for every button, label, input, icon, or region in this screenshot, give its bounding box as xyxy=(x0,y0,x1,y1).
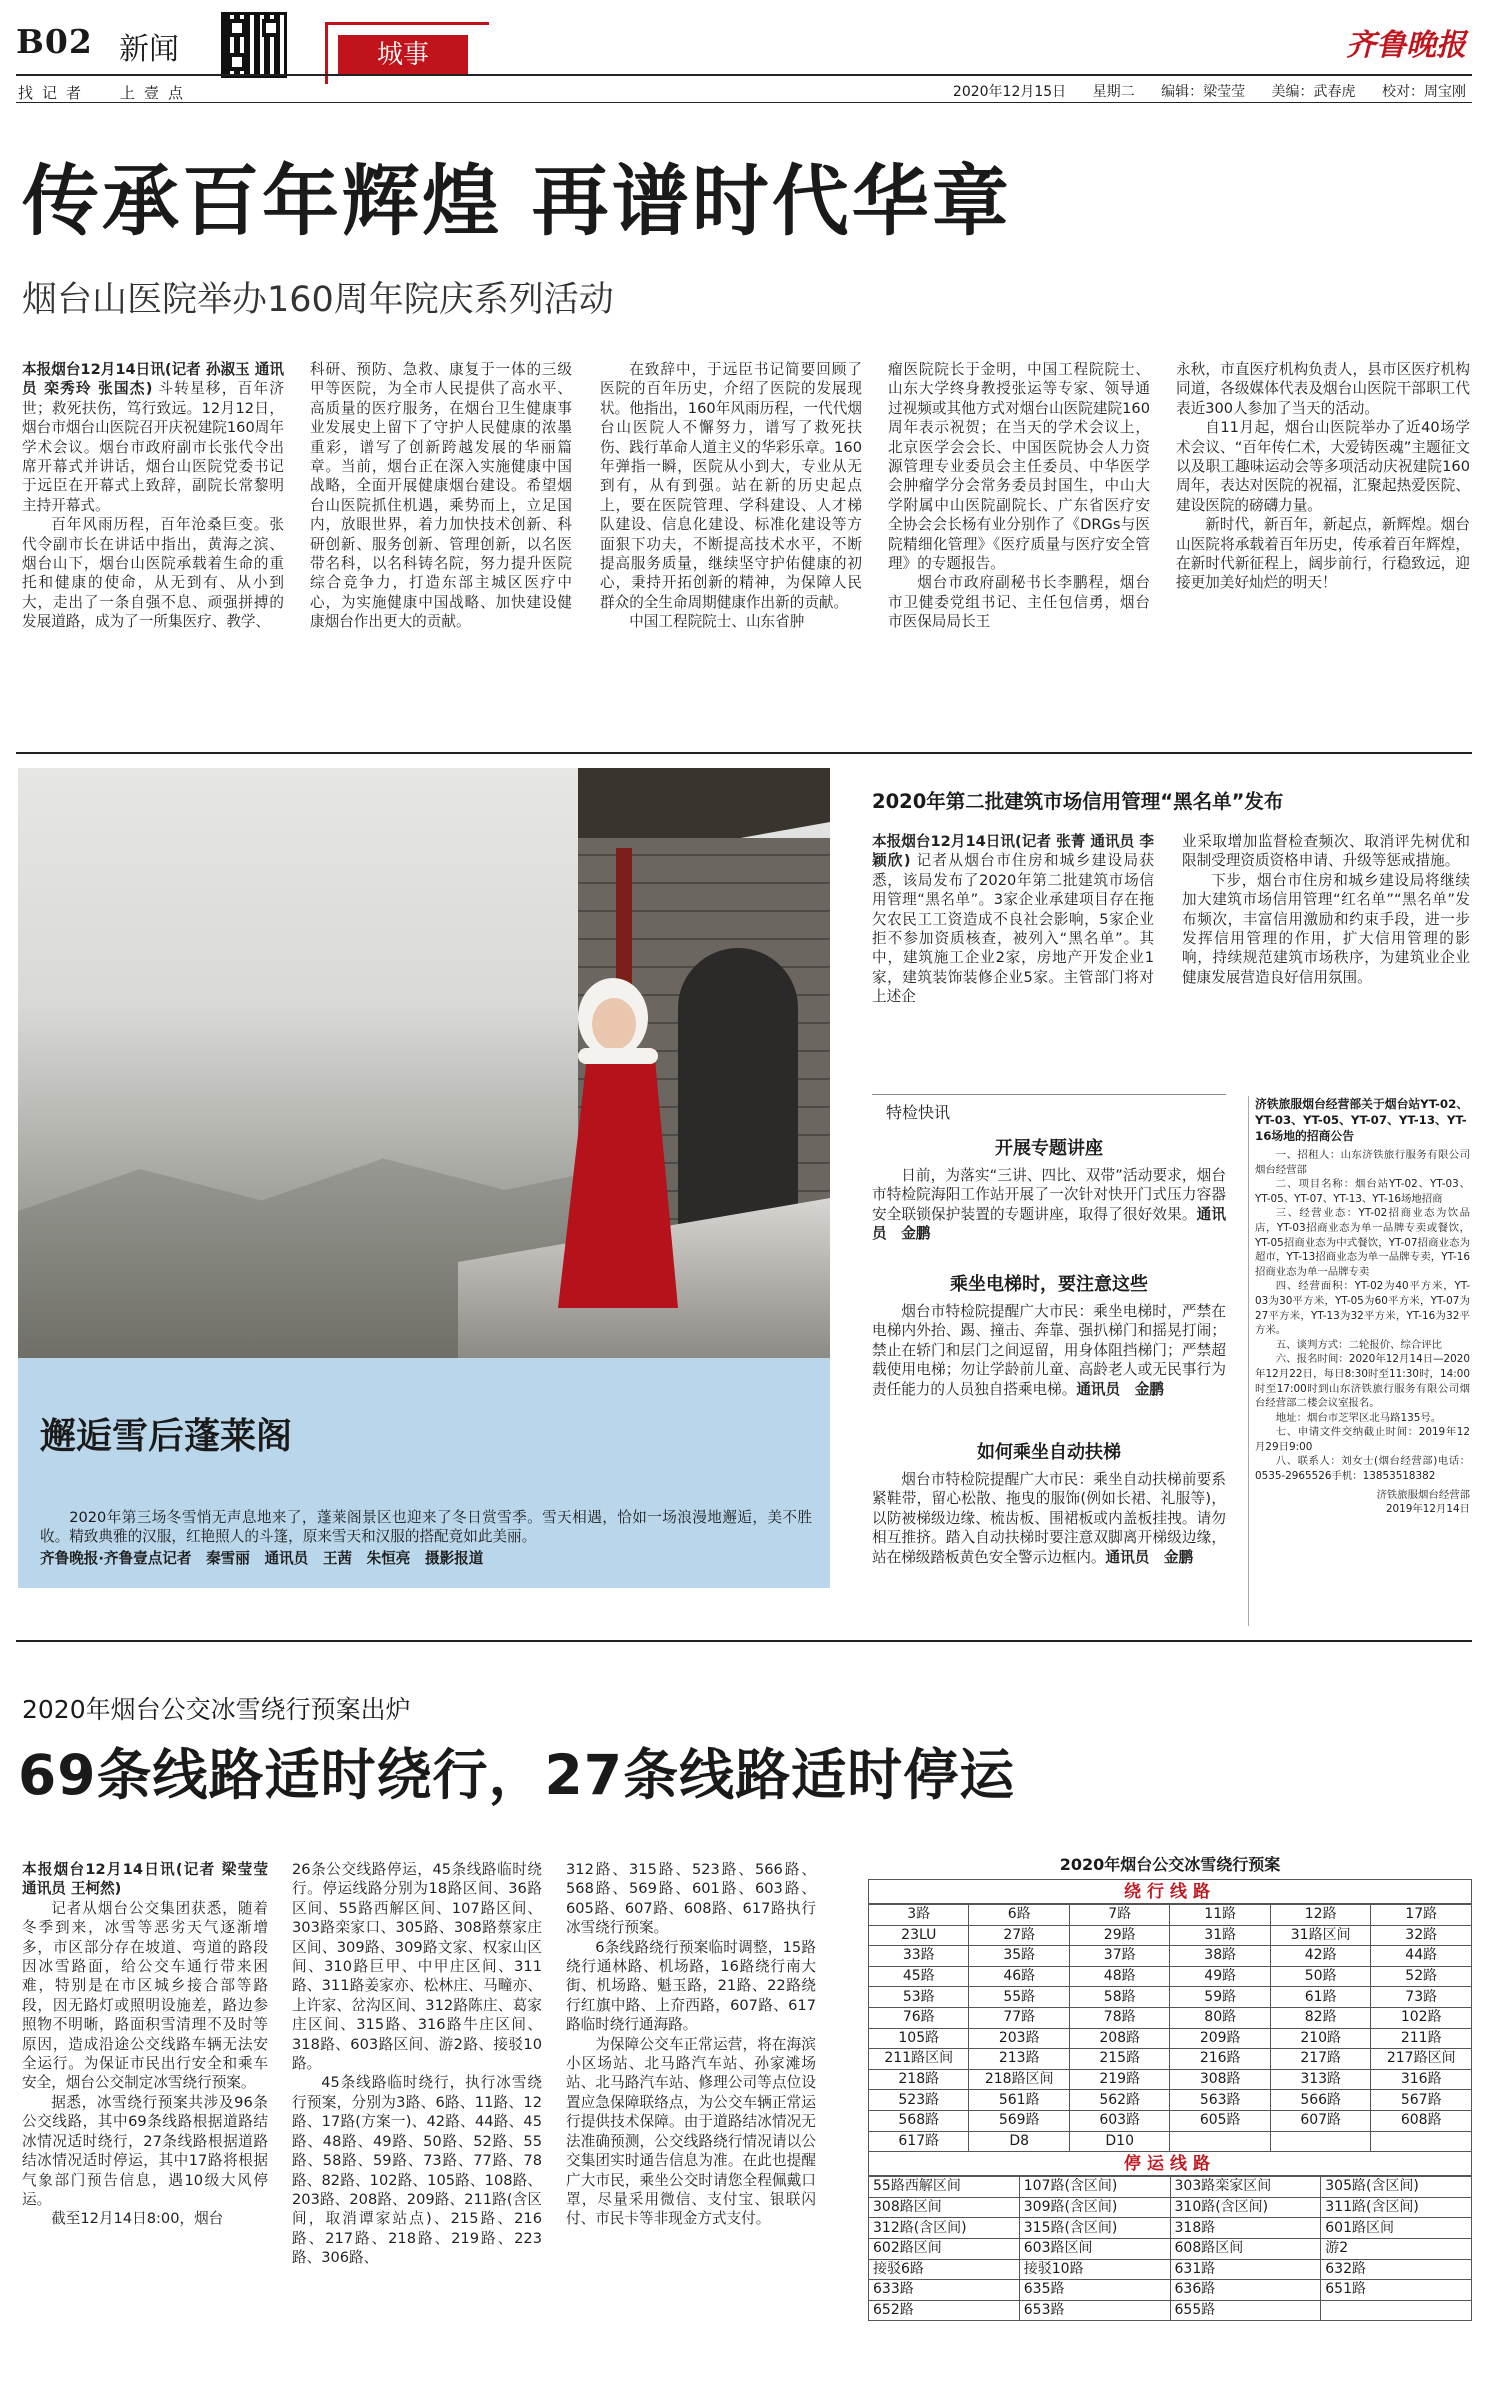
section-tag-box xyxy=(338,35,468,75)
table-row xyxy=(869,2131,1472,2152)
table-cell: 211路区间 xyxy=(869,2049,969,2070)
table-cell: 310路(含区间) xyxy=(1170,2197,1321,2218)
table-cell xyxy=(1170,2131,1270,2152)
lead-subheadline: 烟台山医院举办160周年院庆系列活动 xyxy=(22,280,614,320)
table-row xyxy=(869,2238,1472,2259)
table-cell: 608路区间 xyxy=(1170,2238,1321,2259)
tejian-top-rule xyxy=(872,1094,1226,1095)
table-cell: 17路 xyxy=(1371,1905,1472,1926)
table-cell: 35路 xyxy=(969,1946,1069,1967)
masthead-rule-2 xyxy=(16,102,1472,103)
stop-grid xyxy=(868,2176,1472,2321)
table-row xyxy=(869,2280,1472,2301)
table-cell: 7路 xyxy=(1069,1905,1169,1926)
table-cell: 608路 xyxy=(1371,2110,1472,2131)
blacklist-column-1 xyxy=(872,832,1154,1072)
table-cell: 33路 xyxy=(869,1946,969,1967)
paper-logo: 齐鲁晚报 xyxy=(1346,28,1466,63)
table-cell: 523路 xyxy=(869,2090,969,2111)
issue-info xyxy=(953,81,1466,101)
page-number: B02 xyxy=(16,22,93,61)
notice-item: 三、经营业态：YT-02招商业态为饮品店，YT-03招商业态为单一品牌专卖或餐饮，YT-05招商业态为中式餐饮，YT-07招商业态为超市，YT-13招商业态为单一品牌专卖，YT-16招商业态为单一品牌专卖 xyxy=(1255,1207,1470,1278)
table-cell: 603路区间 xyxy=(1019,2238,1170,2259)
tejian-signature: 通讯员 金鹏 xyxy=(1076,1380,1164,1398)
photo-credit: 齐鲁晚报·齐鲁壹点记者 秦雪丽 通讯员 王茜 朱恒亮 摄影报道 xyxy=(40,1549,484,1567)
table-cell: 59路 xyxy=(1170,1987,1270,2008)
blacklist-headline: 2020年第二批建筑市场信用管理“黑名单”发布 xyxy=(872,790,1284,813)
table-cell: 211路 xyxy=(1371,2028,1472,2049)
tejian-heading-2: 乘坐电梯时，要注意这些 xyxy=(950,1274,1148,1295)
table-cell: 61路 xyxy=(1270,1987,1370,2008)
lead-headline: 传承百年辉煌 再谱时代华章 xyxy=(22,158,1012,247)
table-cell: 11路 xyxy=(1170,1905,1270,1926)
issue-date: 2020年12月15日 xyxy=(952,84,1067,100)
table-cell: 210路 xyxy=(1270,2028,1370,2049)
table-cell: 38路 xyxy=(1170,1946,1270,1967)
table-row xyxy=(869,2197,1472,2218)
table-cell: 617路 xyxy=(869,2131,969,2152)
table-cell: D8 xyxy=(969,2131,1069,2152)
table-cell: 76路 xyxy=(869,2007,969,2028)
table-cell: 55路 xyxy=(969,1987,1069,2008)
table-cell: 42路 xyxy=(1270,1946,1370,1967)
table-cell: 601路区间 xyxy=(1321,2218,1472,2239)
table-row xyxy=(869,2110,1472,2131)
notice-items xyxy=(1255,1148,1470,1517)
table-cell: 636路 xyxy=(1170,2280,1321,2301)
table-cell: 58路 xyxy=(1069,1987,1169,2008)
section-divider xyxy=(16,1640,1472,1642)
table-cell: 31路 xyxy=(1170,1925,1270,1946)
table-cell: 27路 xyxy=(969,1925,1069,1946)
section-divider xyxy=(16,752,1472,754)
lead-paragraph: 永秋，市直医疗机构负责人，县市区医疗机构同道，各级媒体代表及烟台山医院干部职工代表近300人参加了当天的活动。 xyxy=(1176,361,1470,417)
table-cell: 53路 xyxy=(869,1987,969,2008)
notice-item: 二、项目名称：烟台站YT-02、YT-03、YT-05、YT-07、YT-13、YT-16场地招商 xyxy=(1255,1178,1470,1205)
tejian-paragraph: 烟台市特检院提醒广大市民：乘坐电梯时，严禁在电梯内外抬、踢、撞击、奔靠、强扒梯门和摇晃打闹；禁止在轿门和层门之间逗留，用身体阻挡梯门；严禁超载使用电梯；勿让学龄前儿童、高龄老人或无民事行为责任能力的人员独自搭乘电梯。 xyxy=(872,1303,1226,1398)
tejian-signature: 通讯员 金鹏 xyxy=(872,1205,1226,1243)
notice-item: 一、招租人：山东济铁旅行服务有限公司烟台经营部 xyxy=(1255,1149,1470,1176)
table-cell: 82路 xyxy=(1270,2007,1370,2028)
table-cell: 313路 xyxy=(1270,2069,1370,2090)
table-cell: 652路 xyxy=(869,2300,1020,2321)
table-cell: 567路 xyxy=(1371,2090,1472,2111)
table-cell: 218路 xyxy=(869,2069,969,2090)
table-cell: 107路(含区间) xyxy=(1019,2177,1170,2198)
lead-paragraph: 在致辞中，于远臣书记简要回顾了医院的百年历史，介绍了医院的发展现状。他指出，160年风雨历程，一代代烟台山医院人不懈努力，谱写了救死扶伤、践行革命人道主义的华彩乐章。160年弹指一瞬，医院从小到大，专业从无到有，从有到强。站在新的历史起点上，要在医院管理、学科建设、人才梯队建设、信息化建设、标准化建设等方面狠下功夫，不断提高技术水平，不断提高服务质量，继续坚守护佑健康的初心，秉持开拓创新的精神，为保障人民群众的全生命周期健康作出新的贡献。 xyxy=(600,361,862,611)
table-cell: 46路 xyxy=(969,1966,1069,1987)
photo-feature xyxy=(18,768,830,1588)
table-cell: 632路 xyxy=(1321,2259,1472,2280)
blacklist-byline: 本报烟台12月14日讯(记者 张菁 通讯员 李颖欣) xyxy=(872,833,1154,870)
bus-paragraph: 据悉，冰雪绕行预案共涉及96条公交线路，其中69条线路根据道路结冰情况适时绕行，27条线路根据道路结冰情况适时停运，其中17路将根据气象部门预告信息，遇10级大风停运。 xyxy=(22,2093,268,2208)
table-cell: 633路 xyxy=(869,2280,1020,2301)
table-cell: 48路 xyxy=(1069,1966,1169,1987)
table-cell xyxy=(1270,2131,1370,2152)
bus-column-3 xyxy=(566,1860,816,2382)
tejian-block-1 xyxy=(872,1166,1226,1246)
lead-byline: 本报烟台12月14日讯(记者 孙淑玉 通讯员 栾秀玲 张国杰) xyxy=(22,361,284,398)
blacklist-paragraph: 业采取增加监督检查频次、取消评先树优和限制受理资质资格申请、升级等惩戒措施。 xyxy=(1182,833,1470,870)
table-cell: 655路 xyxy=(1170,2300,1321,2321)
table-cell: 52路 xyxy=(1371,1966,1472,1987)
tender-notice xyxy=(1248,1096,1470,1626)
table-cell: 208路 xyxy=(1069,2028,1169,2049)
table-cell: 游2 xyxy=(1321,2238,1472,2259)
stop-section-label: 停运线路 xyxy=(868,2152,1472,2176)
bus-byline: 本报烟台12月14日讯(记者 梁莹莹 通讯员 王柯然) xyxy=(22,1861,268,1898)
masthead-rule xyxy=(16,74,1472,76)
tejian-heading-1: 开展专题讲座 xyxy=(995,1138,1103,1159)
table-row xyxy=(869,1966,1472,1987)
notice-title: 济铁旅服烟台经营部关于烟台站YT-02、YT-03、YT-05、YT-07、YT-13、YT-16场地的招商公告 xyxy=(1255,1097,1469,1143)
proofreader: 校对：周宝刚 xyxy=(1382,84,1466,100)
lead-column-4 xyxy=(888,360,1150,745)
table-cell: 209路 xyxy=(1170,2028,1270,2049)
notice-item: 八、联系人：刘女士(烟台经营部)电话：0535-2965526手机：13853518382 xyxy=(1255,1455,1470,1483)
lead-column-3 xyxy=(600,360,862,745)
table-cell: 80路 xyxy=(1170,2007,1270,2028)
table-title: 2020年烟台公交冰雪绕行预案 xyxy=(868,1852,1472,1880)
table-cell: 561路 xyxy=(969,2090,1069,2111)
woman-red-cloak xyxy=(548,978,678,1308)
table-cell: 77路 xyxy=(969,2007,1069,2028)
table-row xyxy=(869,2007,1472,2028)
notice-item: 六、报名时间：2020年12月14日—2020年12月22日，每日8:30时至11:30时，14:00时至17:00时到山东济铁旅行服务有限公司烟台经营部二楼会议室报名。 xyxy=(1255,1353,1470,1410)
table-row xyxy=(869,1987,1472,2008)
table-cell xyxy=(1321,2300,1472,2321)
bus-paragraph: 截至12月14日8:00，烟台 xyxy=(51,2210,224,2228)
lead-paragraph: 自11月起，烟台山医院举办了近40场学术会议、“百年传仁术，大爱铸医魂”主题征文以及职工趣味运动会等多项活动庆祝建院160周年，表达对医院的祝福，汇聚起热爱医院、建设医院的磅礴力量。 xyxy=(1176,419,1470,514)
lead-paragraph: 烟台市政府副秘书长李鹏程，烟台市卫健委党组书记、主任包信勇，烟台市医保局局长王 xyxy=(888,574,1150,631)
photo-caption xyxy=(40,1508,812,1568)
notice-date: 2019年12月14日 xyxy=(1385,1503,1470,1516)
table-row xyxy=(869,2069,1472,2090)
table-cell: 50路 xyxy=(1270,1966,1370,1987)
table-cell: 78路 xyxy=(1069,2007,1169,2028)
table-cell: 31路区间 xyxy=(1270,1925,1370,1946)
table-cell: 203路 xyxy=(969,2028,1069,2049)
notice-item: 地址：烟台市芝罘区北马路135号。 xyxy=(1275,1411,1442,1424)
bus-column-1 xyxy=(22,1860,268,2382)
lead-paragraph: 科研、预防、急救、康复于一体的三级甲等医院，为全市人民提供了高水平、高质量的医疗服务，在烟台卫生健康事业发展史上留下了守护人民健康的浓墨重彩，谱写了创新跨越发展的华丽篇章。当前，烟台正在深入实施健康中国战略，全面开展健康烟台建设。希望烟台山医院抓住机遇，乘势而上，立足国内，放眼世界，着力加快技术创新、科研创新、服务创新、管理创新，以名医带名科，以名科铸名院，努力提升医院综合竞争力，打造东部主城区医疗中心，为实施健康中国战略、加快建设健康烟台作出更大的贡献。 xyxy=(310,361,572,631)
bus-paragraph: 记者从烟台公交集团获悉，随着冬季到来，冰雪等恶劣天气逐渐增多，市区部分存在坡道、弯道的路段因冰雪路面，给公交车通行带来困难，特别是在市区城乡接合部等路段，因无路灯或照明设施差，路边参照物不明晰，路面积雪清理不及时等原因，造成沿途公交线路车辆无法安全运行。为保证市民出行安全和乘车安全，烟台公交制定冰雪绕行预案。 xyxy=(22,1899,268,2092)
table-cell: 309路(含区间) xyxy=(1019,2197,1170,2218)
table-cell: 635路 xyxy=(1019,2280,1170,2301)
table-cell: 562路 xyxy=(1069,2090,1169,2111)
table-cell: 217路区间 xyxy=(1371,2049,1472,2070)
lead-paragraph: 新时代，新百年，新起点，新辉煌。烟台山医院将承载着百年历史，传承着百年辉煌，在新时代新征程上，阔步前行，行稳致远，迎接更加美好灿烂的明天！ xyxy=(1176,516,1470,592)
table-cell: 602路区间 xyxy=(869,2238,1020,2259)
issue-weekday: 星期二 xyxy=(1092,84,1135,100)
table-row xyxy=(869,2177,1472,2198)
table-row xyxy=(869,1946,1472,1967)
table-cell xyxy=(1371,2131,1472,2152)
tejian-paragraph: 烟台市特检院提醒广大市民：乘坐自动扶梯前要系紧鞋带，留心松散、拖曳的服饰(例如长裙、礼服等)，以防被梯级边缘、梳齿板、围裙板或内盖板挂拽。请勿相互推挤。踏入自动扶梯时要注意双脚离开梯级边缘，站在梯级踏板黄色安全警示边框内。 xyxy=(872,1471,1226,1566)
table-cell: 45路 xyxy=(869,1966,969,1987)
table-cell: 316路 xyxy=(1371,2069,1472,2090)
table-cell: 651路 xyxy=(1321,2280,1472,2301)
table-cell: 49路 xyxy=(1170,1966,1270,1987)
table-cell: 218路区间 xyxy=(969,2069,1069,2090)
qr-label-right: 上壹点 xyxy=(120,84,193,102)
table-cell: 105路 xyxy=(869,2028,969,2049)
bus-column-2 xyxy=(292,1860,542,2382)
table-cell: 315路(含区间) xyxy=(1019,2218,1170,2239)
table-cell: 73路 xyxy=(1371,1987,1472,2008)
blacklist-column-2 xyxy=(1182,832,1470,1072)
table-row xyxy=(869,1925,1472,1946)
table-row xyxy=(869,1905,1472,1926)
lead-paragraph: 瘤医院院长于金明，中国工程院院士、山东大学终身教授张运等专家、领导通过视频或其他方式对烟台山医院建院160周年表示祝贺；在当天的学术会议上，北京医学会会长、中国医院协会人力资源管理专业委员会主任委员、中华医学会肿瘤学分会常务委员封国生，中山大学附属中山医院副院长、广东省医疗安全协会会长杨有业分别作了《DRGs与医院精细化管理》《医疗质量与医疗安全管理》的专题报告。 xyxy=(888,361,1150,573)
lead-paragraph: 百年风雨历程，百年沧桑巨变。张代令副市长在讲话中指出，黄海之滨、烟台山下，烟台山医院承载着生命的重托和健康的使命，从无到有、从小到大，走出了一条自强不息、顽强拼搏的发展道路，成为了一所集医疗、教学、 xyxy=(22,516,284,631)
table-cell: 308路区间 xyxy=(869,2197,1020,2218)
table-cell: 213路 xyxy=(969,2049,1069,2070)
bus-kicker: 2020年烟台公交冰雪绕行预案出炉 xyxy=(22,1695,411,1724)
table-cell: 303路栾家区间 xyxy=(1170,2177,1321,2198)
table-cell: 566路 xyxy=(1270,2090,1370,2111)
table-cell: 631路 xyxy=(1170,2259,1321,2280)
table-row xyxy=(869,2218,1472,2239)
lead-paragraph: 中国工程院院士、山东省肿 xyxy=(629,613,805,631)
notice-item: 七、申请文件交纳截止时间：2019年12月29日9:00 xyxy=(1255,1426,1470,1453)
tejian-paragraph: 日前，为落实“三讲、四比、双带”活动要求，烟台市特检院海阳工作站开展了一次针对快开门式压力容器安全联锁保护装置的专题讲座，取得了很好效果。 xyxy=(872,1167,1226,1223)
table-cell: 接驳6路 xyxy=(869,2259,1020,2280)
qr-label-left: 找记者 xyxy=(18,84,91,102)
feature-photo xyxy=(18,768,830,1358)
table-cell: 102路 xyxy=(1371,2007,1472,2028)
table-cell: 37路 xyxy=(1069,1946,1169,1967)
table-cell: 653路 xyxy=(1019,2300,1170,2321)
section-name: 新闻 xyxy=(119,32,179,67)
designer: 美编：武春虎 xyxy=(1271,84,1356,100)
table-cell: 217路 xyxy=(1270,2049,1370,2070)
blacklist-paragraph: 记者从烟台市住房和城乡建设局获悉，该局发布了2020年第二批建筑市场信用管理“黑名单”。3家企业承建项目存在拖欠农民工工资造成不良社会影响，5家企业拒不参加资质核查，被列入“黑名单”。其中，建筑施工企业2家，房地产开发企业1家，建筑装饰装修企业5家。主管部门将对上述企 xyxy=(872,852,1154,1006)
table-cell: 312路(含区间) xyxy=(869,2218,1020,2239)
lead-column-2 xyxy=(310,360,572,745)
table-cell: 311路(含区间) xyxy=(1321,2197,1472,2218)
table-row xyxy=(869,2090,1472,2111)
qr-code[interactable] xyxy=(221,12,287,78)
bus-paragraph: 45条线路临时绕行，执行冰雪绕行预案，分别为3路、6路、11路、12路、17路(方案一)、42路、44路、45路、48路、49路、50路、52路、55路、58路、59路、73路、77路、78路、82路、102路、105路、108路、203路、208路、209路、211路(含区间，取消谭家站点)、215路、216路、217路、218路、219路、223路、306路、 xyxy=(292,2074,542,2267)
lead-column-1 xyxy=(22,360,284,745)
detour-section-label: 绕行线路 xyxy=(868,1880,1472,1904)
lead-column-5 xyxy=(1176,360,1470,745)
table-cell: 607路 xyxy=(1270,2110,1370,2131)
tejian-block-2 xyxy=(872,1302,1226,1424)
table-cell: 44路 xyxy=(1371,1946,1472,1967)
blacklist-paragraph: 下步，烟台市住房和城乡建设局将继续加大建筑市场信用管理“红名单”“黑名单”发布频次，丰富信用激励和约束手段，进一步发挥信用管理的作用，扩大信用管理的影响，持续规范建筑市场秩序，为建筑业企业健康发展营造良好信用氛围。 xyxy=(1182,871,1470,986)
table-cell: 12路 xyxy=(1270,1905,1370,1926)
table-cell: 3路 xyxy=(869,1905,969,1926)
table-cell: 接驳10路 xyxy=(1019,2259,1170,2280)
photo-caption-text: 2020年第三场冬雪悄无声息地来了，蓬莱阁景区也迎来了冬日赏雪季。雪天相遇，恰如一场浪漫地邂逅，美不胜收。精致典雅的汉服，红艳照人的斗篷，原来雪天和汉服的搭配竟如此美丽。 xyxy=(40,1509,812,1546)
bus-paragraph: 为保障公交车正常运营，将在海滨小区场站、北马路汽车站、孙家滩场站、北马路汽车站、修理公司等点位设置应急保障联络点，为公交车辆正常运行提供技术保障。由于道路结冰情况无法准确预测，公交线路绕行情况请以公交集团实时通告信息为准。在此也提醒广大市民，乘坐公交时请您全程佩戴口罩，尽量采用微信、支付宝、银联闪付、市民卡等非现金方式支付。 xyxy=(566,2035,816,2228)
table-cell: 305路(含区间) xyxy=(1321,2177,1472,2198)
table-cell: 23LU xyxy=(869,1925,969,1946)
table-cell: 6路 xyxy=(969,1905,1069,1926)
tejian-signature: 通讯员 金鹏 xyxy=(1105,1548,1194,1566)
section-tag-label: 城事 xyxy=(376,40,429,70)
table-cell: 29路 xyxy=(1069,1925,1169,1946)
table-row xyxy=(869,2028,1472,2049)
table-cell: 32路 xyxy=(1371,1925,1472,1946)
table-cell: 569路 xyxy=(969,2110,1069,2131)
table-cell: 55路西解区间 xyxy=(869,2177,1020,2198)
bus-paragraph: 26条公交线路停运，45条线路临时绕行。停运线路分别为18路区间、36路区间、55路西解区间、107路区间、303路栾家口、305路、308路蔡家庄区间、309路、309路文家、权家山区间、310路巨甲、中甲庄区间、311路、311路姜家亦、松林庄、马疃亦、上许家、岔沟区间、312路陈庄、葛家庄区间、315路、316路牛庄区间、318路、603路区间、游2路、接驳10路。 xyxy=(292,1861,542,2073)
photo-title: 邂逅雪后蓬莱阁 xyxy=(40,1416,293,1457)
table-cell: 215路 xyxy=(1069,2049,1169,2070)
table-cell: 318路 xyxy=(1170,2218,1321,2239)
bus-paragraph: 6条线路绕行预案临时调整，15路绕行通林路、机场路，16路绕行南大街、机场路、魁玉路，21路、22路绕行红旗中路、上夼西路，607路、617路临时绕行通海路。 xyxy=(566,1938,816,2034)
table-cell: 605路 xyxy=(1170,2110,1270,2131)
notice-item: 五、谈判方式：二轮报价、综合评比 xyxy=(1275,1338,1443,1351)
table-cell: 219路 xyxy=(1069,2069,1169,2090)
table-row xyxy=(869,2049,1472,2070)
table-cell: 308路 xyxy=(1170,2069,1270,2090)
bus-headline: 69条线路适时绕行，27条线路适时停运 xyxy=(18,1743,1016,1807)
notice-item: 四、经营面积：YT-02为40平方米，YT-03为30平方米，YT-05为60平方米，YT-07为27平方米，YT-13为32平方米，YT-16为32平方米。 xyxy=(1255,1280,1470,1337)
bus-paragraph: 312路、315路、523路、566路、568路、569路、601路、603路、605路、607路、608路、617路执行冰雪绕行预案。 xyxy=(566,1861,816,1937)
table-cell: D10 xyxy=(1069,2131,1169,2152)
table-cell: 568路 xyxy=(869,2110,969,2131)
table-cell: 603路 xyxy=(1069,2110,1169,2131)
detour-table xyxy=(868,1852,1472,2321)
table-row xyxy=(869,2259,1472,2280)
notice-signer: 济铁旅服烟台经营部 xyxy=(1376,1488,1470,1501)
editor: 编辑：梁莹莹 xyxy=(1161,84,1246,100)
table-cell: 216路 xyxy=(1170,2049,1270,2070)
tejian-heading-3: 如何乘坐自动扶梯 xyxy=(977,1442,1121,1463)
tejian-tag: 特检快讯 xyxy=(880,1100,956,1123)
tejian-block-3 xyxy=(872,1470,1226,1630)
table-row xyxy=(869,2300,1472,2321)
lead-paragraph: 斗转星移，百年济世；救死扶伤，笃行致远。12月12日，烟台市烟台山医院召开庆祝建院160周年学术会议。烟台市政府副市长张代令出席开幕式并讲话，烟台山医院党委书记于远臣在开幕式上致辞，副院长常黎明主持开幕式。 xyxy=(22,380,284,514)
table-cell: 563路 xyxy=(1170,2090,1270,2111)
detour-grid xyxy=(868,1904,1472,2152)
